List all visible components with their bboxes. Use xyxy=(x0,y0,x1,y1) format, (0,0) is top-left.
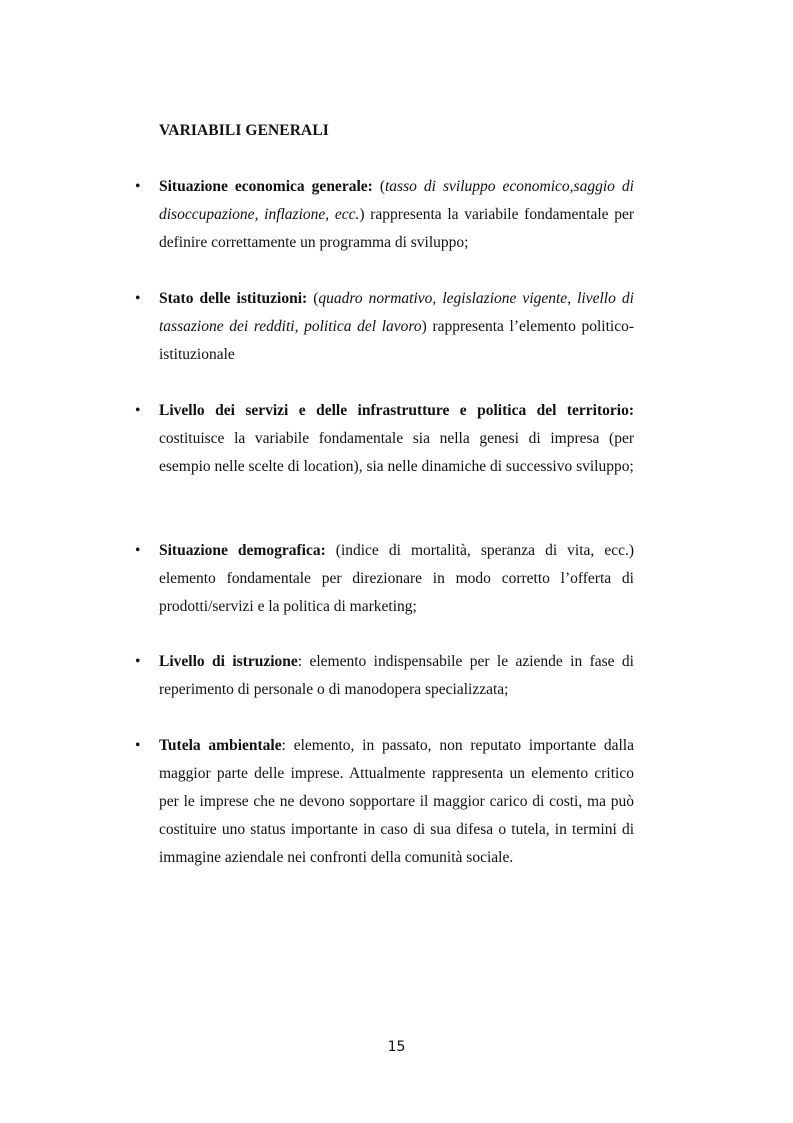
item-text-pre: ( xyxy=(307,290,319,307)
item-title: Stato delle istituzioni: xyxy=(159,290,308,307)
list-item-economic-situation xyxy=(159,173,634,257)
item-text: : elemento, in passato, non reputato importante dalla maggior parte delle imprese. Attualmente rappresenta un elemento critico per le imprese che ne devono sopportare il maggior carico di costi, ma può costituire uno status importante in caso di sua difesa o tutela, in termini di immagine aziendale nei confronti della comunità sociale. xyxy=(159,737,634,866)
item-text: ) rappresenta l’elemento politico-istituzionale xyxy=(159,318,634,363)
item-text-italic: quadro normativo, legislazione vigente, livello di tassazione dei redditi, politica del lavoro xyxy=(159,290,634,335)
page-number: 15 xyxy=(387,1039,406,1055)
bullet-icon: • xyxy=(135,402,141,419)
section-heading: VARIABILI GENERALI xyxy=(159,122,329,139)
item-text: ) rappresenta la variabile fondamentale per definire correttamente un programma di sviluppo; xyxy=(159,206,635,251)
list-item-environment xyxy=(159,732,634,872)
item-text-pre: ( xyxy=(372,178,385,195)
item-title: Situazione economica generale: xyxy=(159,178,373,195)
item-title: Situazione demografica: xyxy=(159,542,326,559)
list-item-education xyxy=(159,648,634,704)
item-text-pre xyxy=(326,542,336,559)
item-title: Livello di istruzione xyxy=(159,653,298,670)
bullet-icon: • xyxy=(135,737,141,754)
item-text: (indice di mortalità, speranza di vita, ecc.) elemento fondamentale per direzionare in modo corretto l’offerta di prodotti/servizi e la politica di marketing; xyxy=(159,542,634,615)
list-item-services-infrastructure xyxy=(159,397,634,481)
bullet-icon: • xyxy=(135,653,141,670)
list-item-demographics xyxy=(159,537,634,621)
item-text: costituisce la variabile fondamentale sia nella genesi di impresa (per esempio nelle scelte di location), sia nelle dinamiche di successivo sviluppo; xyxy=(159,430,634,475)
item-title: Tutela ambientale xyxy=(159,737,282,754)
item-text-italic: tasso di sviluppo economico,saggio di disoccupazione, inflazione, ecc. xyxy=(159,178,634,223)
item-text: : elemento indispensabile per le aziende in fase di reperimento di personale o di manodopera specializzata; xyxy=(159,653,634,698)
bullet-icon: • xyxy=(135,178,141,195)
bullet-icon: • xyxy=(135,290,141,307)
bullet-icon: • xyxy=(135,542,141,559)
list-item-institutions xyxy=(159,285,634,369)
item-title: Livello dei servizi e delle infrastrutture e politica del territorio: xyxy=(159,402,634,419)
